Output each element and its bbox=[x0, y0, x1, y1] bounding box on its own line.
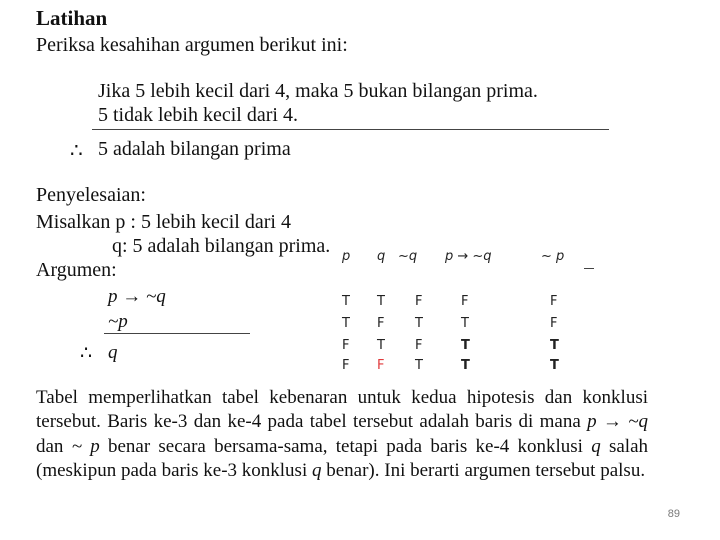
table-cell: T bbox=[461, 338, 470, 353]
premise-2: 5 tidak lebih kecil dari 4. bbox=[98, 104, 298, 126]
paragraph-text: salah (meskipun pada baris ke-3 konklusi bbox=[36, 435, 649, 482]
table-header-p: p bbox=[342, 249, 351, 264]
table-cell: T bbox=[415, 316, 423, 331]
argument-therefore-symbol: ∴ bbox=[80, 343, 93, 364]
table-cell: T bbox=[461, 358, 470, 373]
p-definition: Misalkan p : 5 lebih kecil dari 4 bbox=[36, 211, 291, 233]
table-header-not-p: ~ p bbox=[541, 249, 565, 264]
argument-label: Argumen: bbox=[36, 259, 117, 281]
table-cell: F bbox=[342, 358, 350, 373]
page-number: 89 bbox=[667, 508, 680, 520]
table-cell: T bbox=[550, 358, 559, 373]
table-cell: T bbox=[342, 316, 350, 331]
table-cell: F bbox=[461, 294, 469, 309]
formula-q: q bbox=[311, 460, 322, 482]
argument-line-divider bbox=[104, 333, 250, 334]
formula-implication: p → ~q bbox=[587, 411, 649, 433]
table-cell: F bbox=[415, 338, 423, 353]
table-cell: T bbox=[415, 358, 423, 373]
conclusion-text: 5 adalah bilangan prima bbox=[98, 138, 291, 160]
table-header-not-q: ~q bbox=[398, 249, 418, 264]
explanation-paragraph bbox=[36, 386, 648, 484]
argument-conclusion: q bbox=[108, 342, 118, 363]
q-definition: q: 5 adalah bilangan prima. bbox=[112, 235, 331, 257]
table-cell: T bbox=[377, 338, 385, 353]
table-header-rule bbox=[584, 268, 594, 269]
paragraph-text: benar secara bersama-sama, tetapi pada baris ke-4 konklusi bbox=[99, 435, 592, 457]
paragraph-text: Tabel memperlihatkan tabel kebenaran untuk kedua hipotesis dan konklusi tersebut. Baris ke-3 dan ke-4 pada tabel tersebut adalah baris di mana bbox=[36, 387, 648, 433]
solution-title: Penyelesaian: bbox=[36, 184, 146, 206]
table-header-q: q bbox=[377, 249, 386, 264]
premise-1: Jika 5 lebih kecil dari 4, maka 5 bukan bilangan prima. bbox=[98, 80, 538, 102]
therefore-symbol: ∴ bbox=[70, 140, 83, 162]
formula-q: q bbox=[591, 435, 601, 457]
table-cell: F bbox=[550, 316, 558, 331]
table-cell: F bbox=[550, 294, 558, 309]
argument-divider bbox=[92, 129, 609, 130]
argument-premise-1: p → ~q bbox=[108, 286, 166, 307]
argument-premise-2: ~p bbox=[108, 311, 128, 332]
page-title: Latihan bbox=[36, 6, 108, 30]
table-cell: F bbox=[415, 294, 423, 309]
formula-not-p: ~ p bbox=[71, 435, 100, 457]
table-cell: F bbox=[377, 358, 385, 373]
table-cell: T bbox=[550, 338, 559, 353]
table-cell: T bbox=[461, 316, 469, 331]
table-header-implication: p → ~q bbox=[445, 249, 492, 264]
table-cell: T bbox=[377, 294, 385, 309]
table-cell: F bbox=[342, 338, 350, 353]
paragraph-text: benar). Ini berarti argumen tersebut palsu. bbox=[321, 460, 646, 482]
table-cell: T bbox=[342, 294, 350, 309]
table-cell: F bbox=[377, 316, 385, 331]
instruction-text: Periksa kesahihan argumen berikut ini: bbox=[36, 34, 348, 56]
paragraph-text: dan bbox=[36, 435, 72, 457]
